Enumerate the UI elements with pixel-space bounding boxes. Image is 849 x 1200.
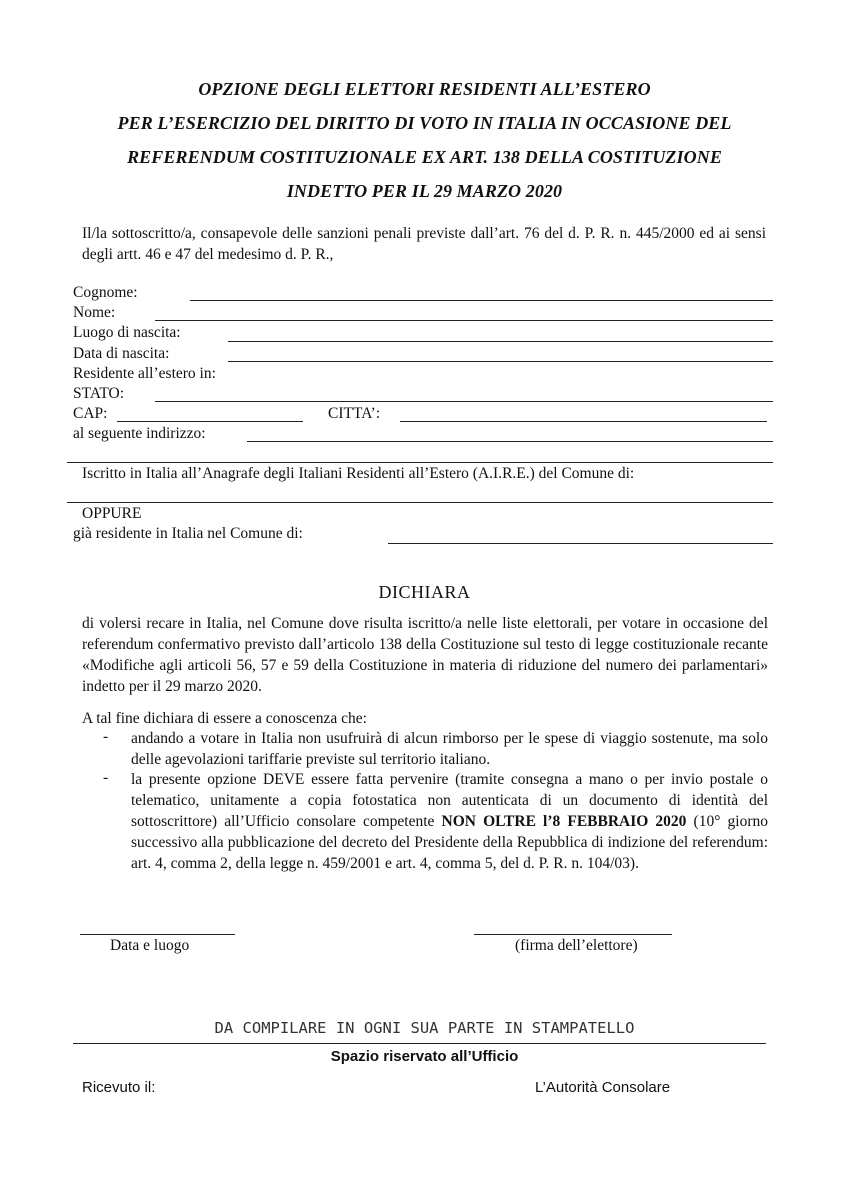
date-place-label: Data e luogo bbox=[110, 937, 190, 954]
title-line-1: OPZIONE DEGLI ELETTORI RESIDENTI ALL’ESTERO bbox=[198, 79, 651, 99]
gia-residente-label: già residente in Italia nel Comune di: bbox=[73, 525, 303, 542]
consular-authority-label: L’Autorità Consolare bbox=[535, 1079, 671, 1096]
cognome-field[interactable] bbox=[190, 300, 773, 301]
separator-line bbox=[67, 462, 773, 463]
luogo-nascita-field[interactable] bbox=[228, 341, 773, 342]
residente-estero-label: Residente all’estero in: bbox=[73, 365, 216, 382]
gia-residente-comune-field[interactable] bbox=[388, 543, 773, 544]
signature-field[interactable] bbox=[474, 934, 672, 935]
nome-field[interactable] bbox=[155, 320, 773, 321]
indirizzo-field[interactable] bbox=[247, 441, 773, 442]
title-line-4: INDETTO PER IL 29 MARZO 2020 bbox=[286, 181, 563, 201]
cognome-label: Cognome: bbox=[73, 284, 138, 301]
date-place-field[interactable] bbox=[80, 934, 235, 935]
bullet-1: andando a votare in Italia non usufruirà di alcun rimborso per le spese di viaggio sostenute, ma solo delle agevolazioni tariffarie previste sul territorio italiano. bbox=[131, 730, 768, 768]
title-line-3: REFERENDUM COSTITUZIONALE EX ART. 138 DELLA COSTITUZIONE bbox=[127, 147, 722, 167]
data-nascita-field[interactable] bbox=[228, 361, 773, 362]
signature-label: (firma dell’elettore) bbox=[515, 937, 638, 954]
deadline-bold: NON OLTRE l’8 FEBBRAIO 2020 bbox=[441, 813, 687, 830]
aware-intro: A tal fine dichiara di essere a conoscenza che: bbox=[82, 710, 367, 727]
data-nascita-label: Data di nascita: bbox=[73, 345, 170, 362]
footer-divider bbox=[73, 1043, 766, 1044]
title-line-2: PER L’ESERCIZIO DEL DIRITTO DI VOTO IN ITALIA IN OCCASIONE DEL bbox=[117, 113, 732, 133]
bullet-2 bbox=[131, 769, 768, 874]
bullet-2-note: (10° giorno successivo alla pubblicazione del decreto del Presidente della Repubblica di indizione del referendum: art. 4, comma 2, della legge n. 459/2001 e art. 4, comma 5, del d. P. R. n. 104/03). bbox=[131, 813, 768, 872]
intro-paragraph: Il/la sottoscritto/a, consapevole delle sanzioni penali previste dall’art. 76 del d. P. R. n. 445/2000 ed ai sensi degli artt. 46 e 47 del medesimo d. P. R., bbox=[82, 225, 766, 263]
oppure-label: OPPURE bbox=[82, 505, 142, 522]
stampatello-notice: DA COMPILARE IN OGNI SUA PARTE IN STAMPATELLO bbox=[214, 1019, 635, 1037]
indirizzo-label: al seguente indirizzo: bbox=[73, 425, 206, 442]
office-reserved-heading: Spazio riservato all’Ufficio bbox=[330, 1048, 519, 1065]
bullet-dash-2: - bbox=[103, 769, 109, 786]
bullet-dash-1: - bbox=[103, 728, 109, 745]
cap-field[interactable] bbox=[117, 421, 303, 422]
dichiara-heading: DICHIARA bbox=[378, 582, 471, 602]
citta-field[interactable] bbox=[400, 421, 767, 422]
aire-comune-field[interactable] bbox=[67, 502, 773, 503]
nome-label: Nome: bbox=[73, 304, 116, 321]
citta-label: CITTA’: bbox=[328, 405, 381, 422]
stato-label: STATO: bbox=[73, 385, 125, 402]
aire-label: Iscritto in Italia all’Anagrafe degli Italiani Residenti all’Estero (A.I.R.E.) del Comune di: bbox=[82, 465, 635, 482]
dichiara-body: di volersi recare in Italia, nel Comune dove risulta iscritto/a nelle liste elettorali, per votare in occasione del referendum confermativo previsto dall’articolo 138 della Costituzione sul testo di legge costituzionale recante «Modifiche agli articoli 56, 57 e 59 della Costituzione in materia di riduzione del numero dei parlamentari» indetto per il 29 marzo 2020. bbox=[82, 615, 768, 695]
bullet-2-text: la presente opzione DEVE essere fatta pervenire (tramite consegna a mano o per invio postale o telematico, unitamente a copia fotostatica non autenticata di un documento di identità del sottoscrittore) all’Ufficio consolare competente bbox=[131, 771, 768, 830]
stato-field[interactable] bbox=[155, 401, 773, 402]
luogo-nascita-label: Luogo di nascita: bbox=[73, 324, 181, 341]
received-label: Ricevuto il: bbox=[82, 1079, 156, 1096]
cap-label: CAP: bbox=[73, 405, 108, 422]
document-title bbox=[0, 72, 849, 208]
